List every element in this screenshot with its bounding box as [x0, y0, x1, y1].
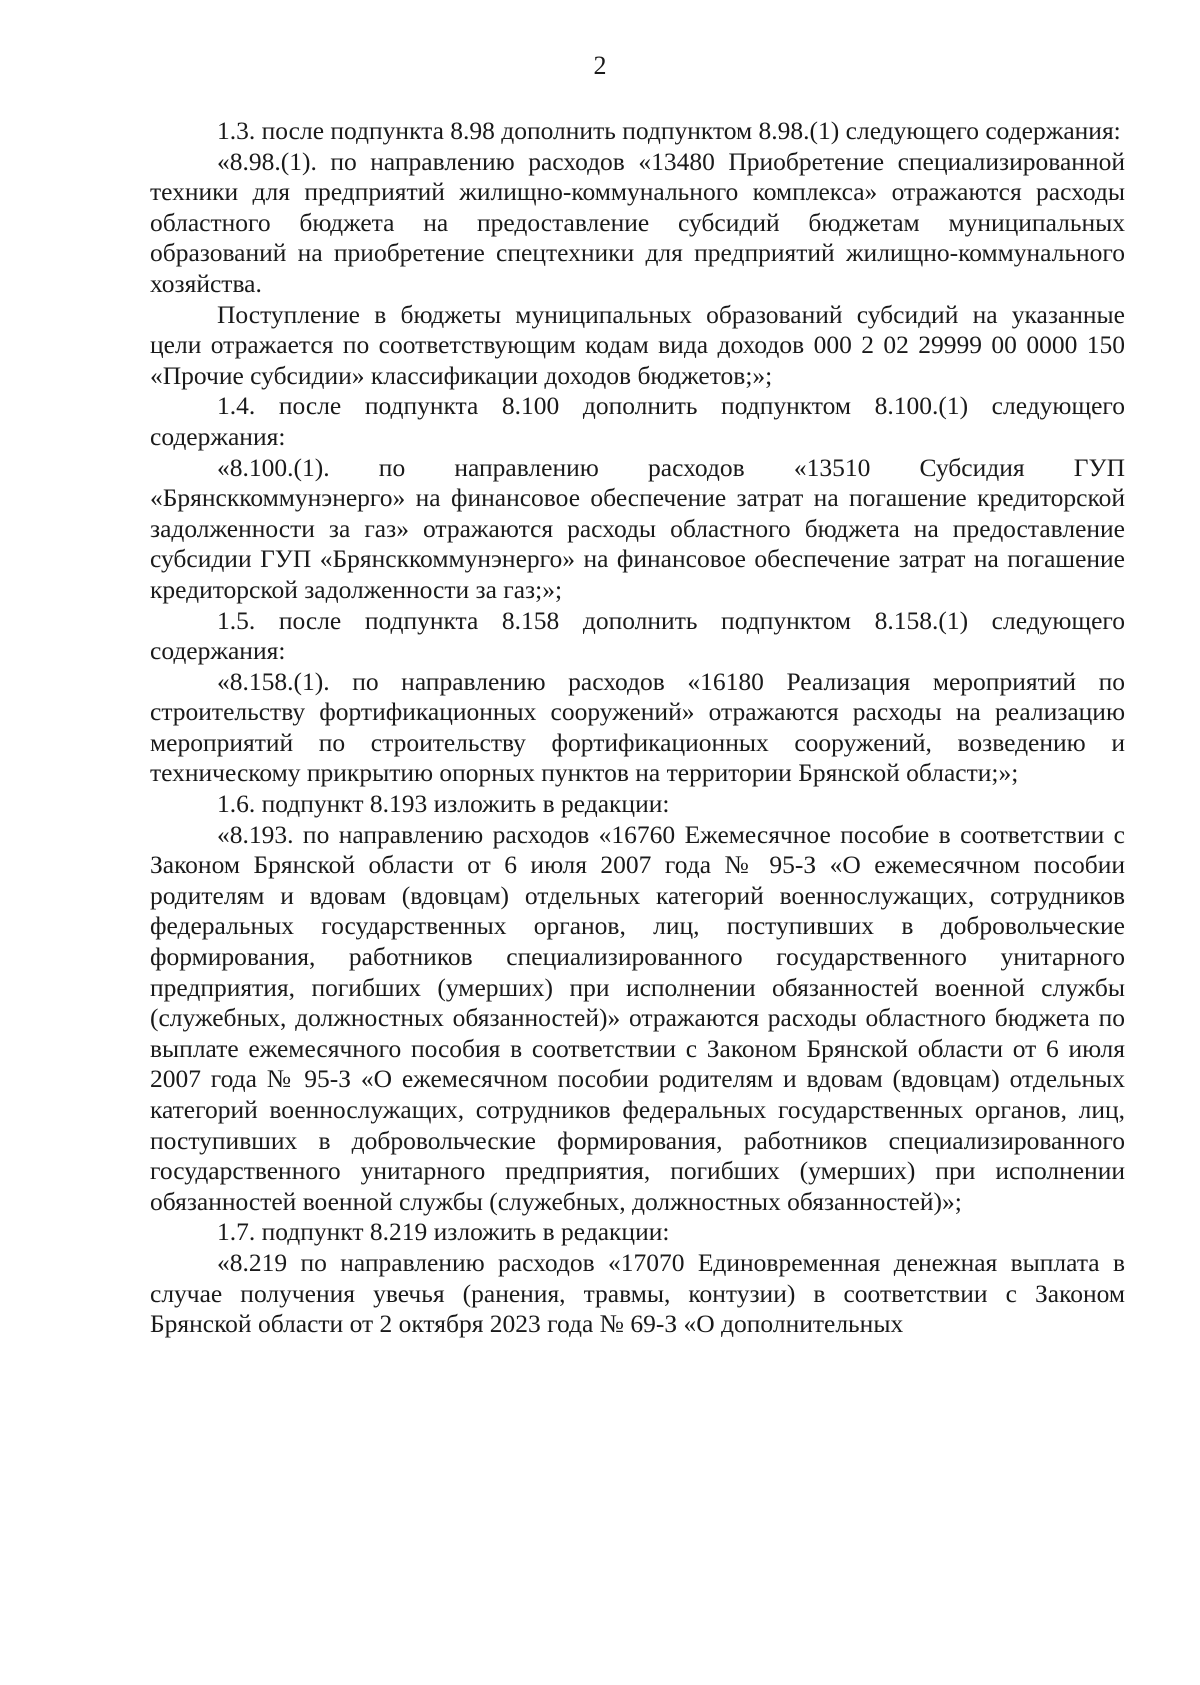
item-1-6-heading: 1.6. подпункт 8.193 изложить в редакции: [217, 789, 670, 819]
item-8-193-text: «8.193. по направлению расходов «16760 Ежемесячное пособие в соответствии с Законом Брянской области от 6 июля 2007 года № 95-З «О ежемесячном пособии родителям и вдовам (вдовцам) отдельных категорий военнослужащих, сотрудников федеральных государственных органов, лиц, поступивших в добровольческие формирования, работников специализированного государственного унитарного предприятия, погибших (умерших) при исполнении обязанностей военной службы (служебных, должностных обязанностей)» отражаются расходы областного бюджета по выплате ежемесячного пособия в соответствии с Законом Брянской области от 6 июля 2007 года № 95-З «О ежемесячном пособии родителям и вдовам (вдовцам) отдельных категорий военнослужащих, сотрудников федеральных государственных органов, лиц, поступивших в добровольческие формирования, работников специализированного государственного унитарного предприятия, погибших (умерших) при исполнении обязанностей военной службы (служебных, должностных обязанностей)»; [150, 819, 1125, 1216]
item-8-98-1-text: «8.98.(1). по направлению расходов «13480 Приобретение специализированной техники для предприятий жилищно-коммунального комплекса» отражаются расходы областного бюджета на предоставление субсидий бюджетам муниципальных образований на приобретение спецтехники для предприятий жилищно-коммунального хозяйства. [150, 146, 1125, 298]
item-8-158-1-text: «8.158.(1). по направлению расходов «16180 Реализация мероприятий по строительству фортификационных сооружений» отражаются расходы на реализацию мероприятий по строительству фортификационных сооружений, возведению и техническому прикрытию опорных пунктов на территории Брянской области;»; [150, 666, 1125, 788]
item-1-3-heading: 1.3. после подпункта 8.98 дополнить подпунктом 8.98.(1) следующего содержания: [217, 116, 1121, 145]
item-1-4-heading: 1.4. после подпункта 8.100 дополнить подпунктом 8.100.(1) следующего содержания: [150, 391, 1125, 451]
page-number: 2 [593, 51, 607, 80]
item-1-7-heading: 1.7. подпункт 8.219 изложить в редакции: [217, 1217, 670, 1247]
item-8-219-text: «8.219 по направлению расходов «17070 Единовременная денежная выплата в случае получения увечья (ранения, травмы, контузии) в соответствии с Законом Брянской области от 2 октября 2023 года № 69-З «О дополнительных [150, 1247, 1125, 1339]
item-1-5-heading: 1.5. после подпункта 8.158 дополнить подпунктом 8.158.(1) следующего содержания: [150, 605, 1125, 666]
income-classification-paragraph: Поступление в бюджеты муниципальных образований субсидий на указанные цели отражается по соответствующим кодам вида доходов 000 2 02 29999 00 0000 150 «Прочие субсидии» классификации доходов бюджетов;»; [150, 299, 1125, 390]
item-8-100-1-text: «8.100.(1). по направлению расходов «13510 Субсидия ГУП «Брянсккоммунэнерго» на финансовое обеспечение затрат на погашение кредиторской задолженности за газ» отражаются расходы областного бюджета на предоставление субсидии ГУП «Брянсккоммунэнерго» на финансовое обеспечение затрат на погашение кредиторской задолженности за газ;»; [150, 452, 1125, 604]
document-body [150, 116, 1125, 1340]
